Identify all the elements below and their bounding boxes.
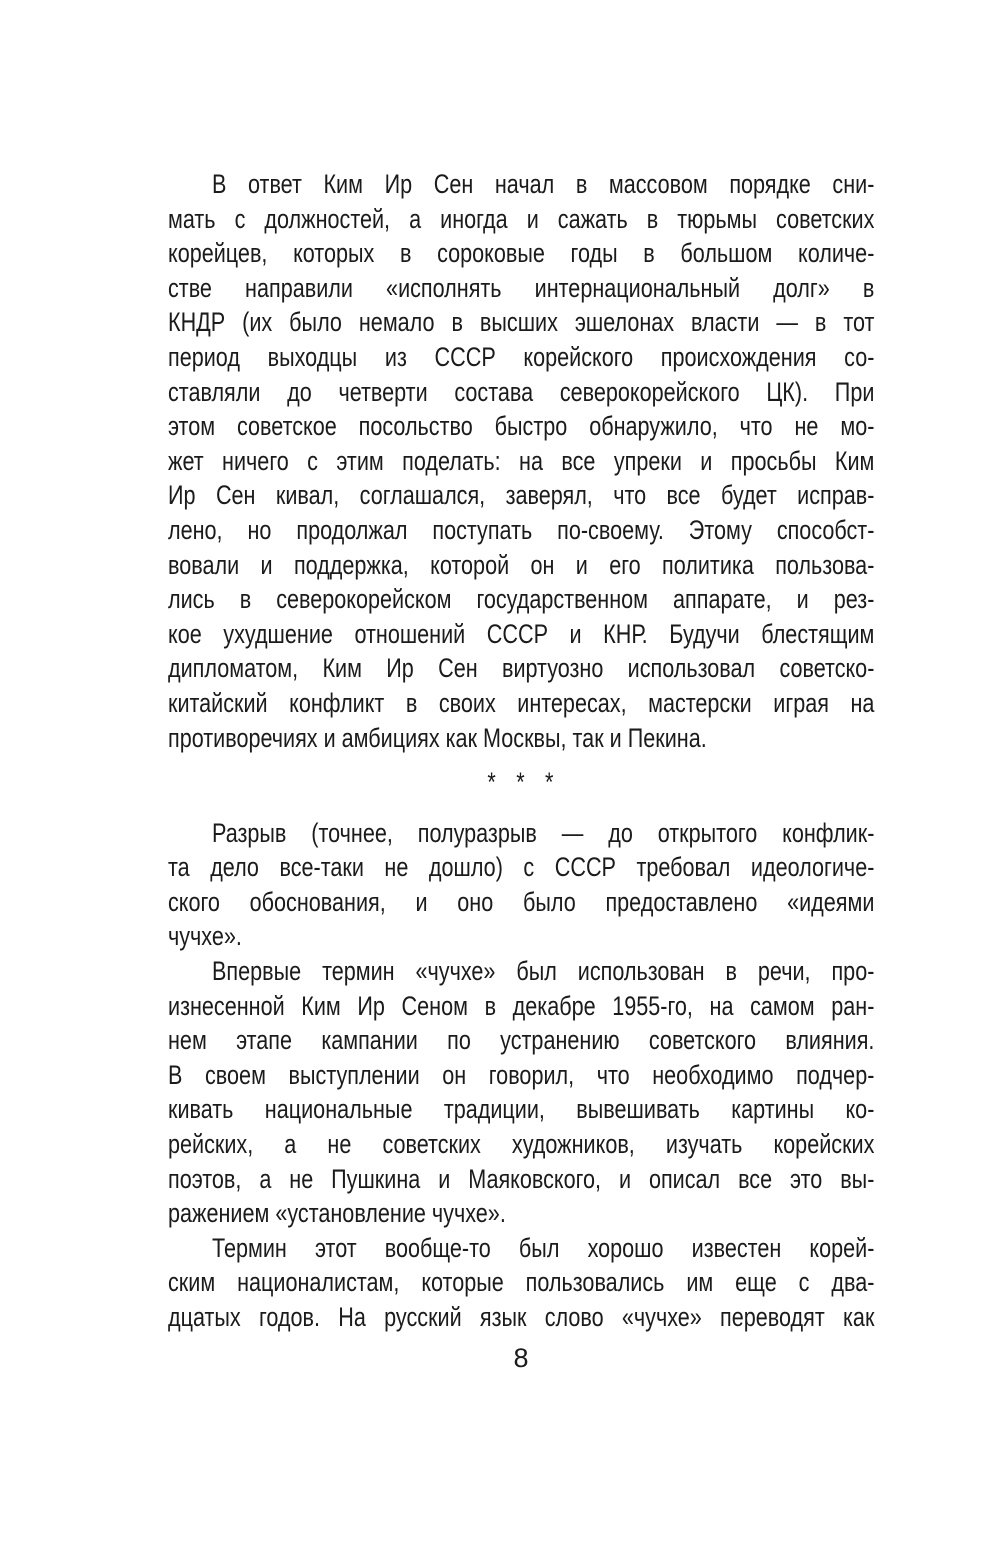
text-line: нем этапе кампании по устранению советского влияния. — [168, 1025, 875, 1056]
text-line: Термин этот вообще-то был хорошо известен корей- — [212, 1232, 875, 1263]
text-line: дипломатом, Ким Ир Сен виртуозно использовал советско- — [168, 653, 875, 684]
text-line: кивать национальные традиции, вывешивать картины ко- — [168, 1094, 875, 1125]
text-line: изнесенной Ким Ир Сеном в декабре 1955-го, на самом ран- — [168, 990, 875, 1021]
text-line: Разрыв (точнее, полуразрыв — до открытого конфлик- — [212, 817, 875, 848]
section-separator: * * * — [487, 767, 556, 798]
text-line: та дело все-таки не дошло) с СССР требовал идеологиче- — [168, 852, 875, 883]
text-block — [168, 167, 874, 1335]
text-line: В ответ Ким Ир Сен начал в массовом порядке сни- — [212, 169, 875, 199]
text-line: противоречиях и амбициях как Москвы, так и Пекина. — [168, 722, 707, 753]
text-line: КНДР (их было немало в высших эшелонах власти — в тот — [168, 307, 875, 338]
text-line: ским националистам, которые пользовались им еще с два- — [168, 1267, 875, 1298]
text-line: ражением «установление чучхе». — [168, 1198, 506, 1229]
text-line: Впервые термин «чучхе» был использован в речи, про- — [212, 956, 875, 987]
text-line: рейских, а не советских художников, изучать корейских — [168, 1129, 875, 1160]
paragraph — [168, 954, 874, 1231]
text-line: дцатых годов. На русский язык слово «чучхе» переводят как — [168, 1302, 875, 1332]
text-line: кое ухудшение отношений СССР и КНР. Будучи блестящим — [168, 618, 875, 649]
text-line: В своем выступлении он говорил, что необходимо подчер- — [168, 1059, 875, 1090]
text-line: мать с должностей, а иногда и сажать в тюрьмы советских — [168, 203, 875, 234]
text-line: вовали и поддержка, которой он и его политика пользова- — [168, 549, 875, 580]
text-line: чучхе». — [168, 921, 242, 952]
text-line: период выходцы из СССР корейского происхождения со- — [168, 341, 875, 372]
text-line: лись в северокорейском государственном аппарате, и рез- — [168, 584, 875, 615]
paragraph — [168, 167, 874, 755]
text-line: поэтов, а не Пушкина и Маяковского, и описал все это вы- — [168, 1163, 875, 1194]
text-line: корейцев, которых в сороковые годы в большом количе- — [168, 238, 875, 269]
text-line: этом советское посольство быстро обнаружило, что не мо- — [168, 411, 875, 442]
paragraph — [168, 1231, 874, 1335]
text-line: стве направили «исполнять интернациональный долг» в — [168, 272, 875, 303]
text-line: китайский конфликт в своих интересах, мастерски играя на — [168, 687, 875, 718]
text-line: Ир Сен кивал, соглашался, заверял, что все будет исправ- — [168, 480, 875, 511]
paragraph — [168, 816, 874, 954]
page-number: 8 — [513, 1343, 529, 1373]
text-line: ского обоснования, и оно было предоставлено «идеями — [168, 886, 875, 917]
text-line: ставляли до четверти состава северокорейского ЦК). При — [168, 376, 875, 407]
text-line: лено, но продолжал поступать по-своему. Этому способст- — [168, 514, 875, 545]
text-line: жет ничего с этим поделать: на все упреки и просьбы Ким — [168, 445, 875, 476]
